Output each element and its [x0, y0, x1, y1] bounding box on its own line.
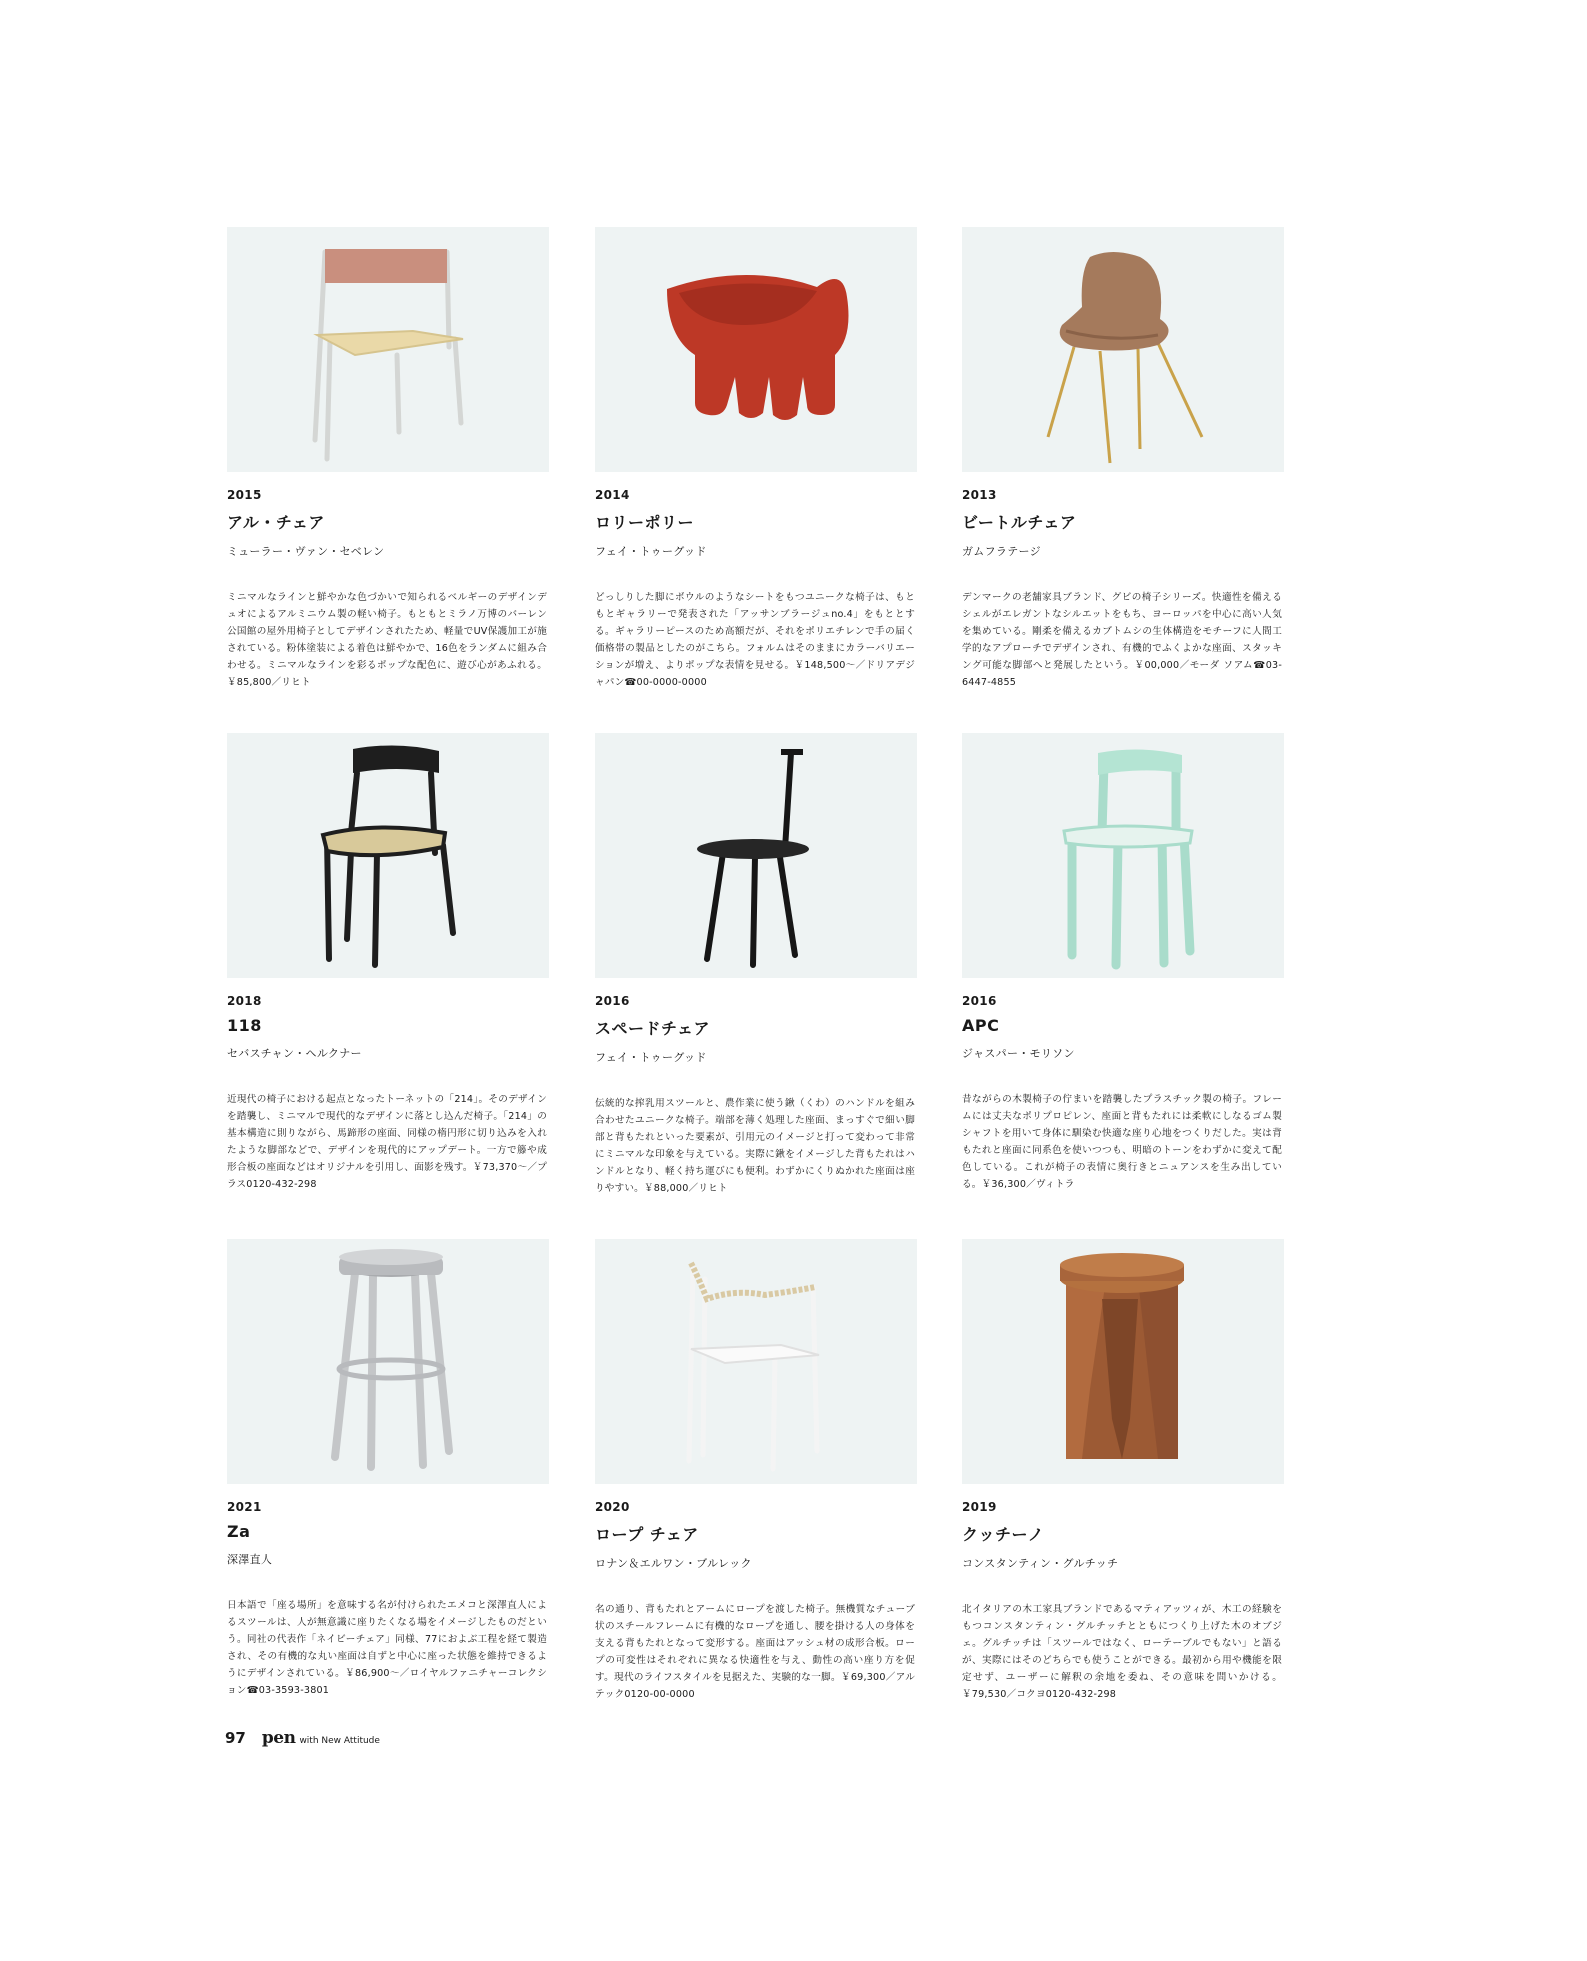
chair-designer: コンスタンティン・グルチッチ	[962, 1557, 1119, 1570]
chair-year: 2013	[962, 488, 997, 502]
chair-photo-apc	[962, 733, 1284, 978]
chair-year: 2018	[227, 994, 262, 1008]
magazine-logo: pen	[261, 1728, 296, 1748]
chair-description: 名の通り、背もたれとアームにロープを渡した椅子。無機質なチューブ状のスチールフレームに有機的なロープを通し、腰を掛ける人の身体を支える背もたれとなって変形する。座面はアッシュ材の成形合板。ロープの可変性はそれぞれに異なる快適性を与え、動性の高い座り方を促す。現代のライフスタイルを見据えた、実験的な一脚。￥69,300／アルテック0120-00-0000	[595, 1604, 915, 1700]
chair-year: 2021	[227, 1500, 262, 1514]
chair-title: ロリーポリー	[595, 513, 695, 532]
chair-description: デンマークの老舗家具ブランド、グビの椅子シリーズ。快適性を備えるシェルがエレガントなシルエットをもち、ヨーロッパを中心に高い人気を集めている。剛柔を備えるカブトムシの生体構造をモチーフに人間工学的なアプローチでデザインされ、有機的でふくよかな座面、スタッキング可能な脚部へと発展したという。￥00,000／モーダ ソアム☎03-6447-4855	[962, 592, 1282, 688]
chair-title: ビートルチェア	[962, 513, 1077, 532]
chair-year: 2015	[227, 488, 262, 502]
chair-year: 2016	[962, 994, 997, 1008]
chair-photo-spade	[595, 733, 917, 978]
chair-designer: セバスチャン・ヘルクナー	[227, 1047, 362, 1060]
chair-description: 近現代の椅子における起点となったトーネットの「214」。そのデザインを踏襲し、ミニマルで現代的なデザインに落とし込んだ椅子。「214」の基本構造に則りながら、馬蹄形の座面、同様の楕円形に切り込みを入れたような脚部などで、デザインを現代的にアップデート。一方で籐や成形合板の座面などはオリジナルを引用し、面影を残す。￥73,370〜／プラス0120-432-298	[227, 1094, 547, 1190]
chair-photo-al-chair	[227, 227, 549, 472]
chair-year: 2020	[595, 1500, 630, 1514]
magazine-tagline: with New Attitude	[299, 1736, 380, 1746]
chair-photo-118	[227, 733, 549, 978]
chair-card	[595, 1239, 917, 1703]
chair-title: スペードチェア	[595, 1019, 711, 1038]
chair-card	[595, 227, 917, 691]
chair-card	[962, 227, 1284, 691]
chair-description: ミニマルなラインと鮮やかな色づかいで知られるベルギーのデザインデュオによるアルミニウム製の軽い椅子。もともとミラノ万博のバーレン公国館の屋外用椅子としてデザインされたため、軽量でUV保護加工が施されている。粉体塗装による着色は鮮やかで、16色をランダムに組み合わせる。ミニマルなラインを彩るポップな配色に、遊び心があふれる。￥85,800／リヒト	[227, 592, 547, 688]
page-footer	[225, 1728, 380, 1748]
chair-card	[227, 733, 549, 1193]
chair-description: 伝統的な搾乳用スツールと、農作業に使う鍬（くわ）のハンドルを組み合わせたユニークな椅子。端部を薄く処理した座面、まっすぐで細い脚部と背もたれといった要素が、引用元のイメージと打って変わって非常にミニマルな印象を与えている。実際に鍬をイメージした背もたれはハンドルとなり、軽く持ち運びにも便利。わずかにくりぬかれた座面は座りやすい。￥88,000／リヒト	[595, 1098, 915, 1194]
chair-title: ロープ チェア	[595, 1525, 699, 1544]
chair-description: 日本語で「座る場所」を意味する名が付けられたエメコと深澤直人によるスツールは、人が無意識に座りたくなる場をイメージしたものだという。同社の代表作「ネイビーチェア」同様、77におよぶ工程を経て製造され、その有機的な丸い座面は自ずと中心に座った状態を維持できるようにデザインされている。￥86,900〜／ロイヤルファニチャーコレクション☎03-3593-3801	[227, 1600, 547, 1696]
chair-title: 118	[227, 1016, 262, 1035]
chair-year: 2019	[962, 1500, 997, 1514]
chair-designer: 深澤直人	[227, 1553, 273, 1566]
chair-title: クッチーノ	[962, 1525, 1045, 1544]
chair-description: 北イタリアの木工家具ブランドであるマティアッツィが、木工の経験をもつコンスタンティン・グルチッチとともにつくり上げた木のオブジェ。グルチッチは「スツールではなく、ローテーブルでもない」と語るが、実際にはそのどちらでも使うことができる。最初から用や機能を限定せず、ユーザーに解釈の余地を委ね、その意味を問いかける。￥79,530／コクヨ0120-432-298	[962, 1604, 1282, 1700]
chair-card	[595, 733, 917, 1197]
chair-designer: ロナン＆エルワン・ブルレック	[595, 1557, 752, 1570]
chair-designer: ジャスパー・モリソン	[962, 1047, 1075, 1060]
page-number: 97	[225, 1729, 246, 1747]
chair-title: アル・チェア	[227, 513, 325, 532]
chair-photo-cugino	[962, 1239, 1284, 1484]
chair-card	[962, 1239, 1284, 1703]
chair-year: 2016	[595, 994, 630, 1008]
chair-card	[962, 733, 1284, 1193]
chair-card	[227, 227, 549, 691]
chair-photo-beetle	[962, 227, 1284, 472]
chair-backrest	[325, 249, 447, 283]
chair-photo-rope	[595, 1239, 917, 1484]
chair-description: 昔ながらの木製椅子の佇まいを踏襲したプラスチック製の椅子。フレームには丈夫なポリプロピレン、座面と背もたれには柔軟にしなるゴム製シャフトを用いて身体に馴染む快適な座り心地をつくりだした。実は背もたれと座面に同系色を使いつつも、明暗のトーンをわずかに変えて配色している。これが椅子の表情に奥行きとニュアンスを生み出している。￥36,300／ヴィトラ	[962, 1094, 1282, 1190]
chair-designer: ガムフラテージ	[962, 545, 1041, 558]
chair-title: Za	[227, 1522, 251, 1541]
chair-designer: フェイ・トゥーグッド	[595, 545, 707, 558]
chair-description: どっしりした脚にボウルのようなシートをもつユニークな椅子は、もともとギャラリーで発表された「アッサンブラージュno.4」をもととする。ギャラリーピースのため高額だが、それをポリエチレンで手の届く価格帯の製品としたのがこちら。フォルムはそのままにカラーバリエーションが増え、よりポップな表情を見せる。￥148,500〜／ドリアデジャパン☎00-0000-0000	[595, 592, 915, 688]
chair-year: 2014	[595, 488, 630, 502]
chair-designer: ミューラー・ヴァン・セベレン	[227, 545, 385, 558]
chair-photo-roly-poly	[595, 227, 917, 472]
chair-card	[227, 1239, 549, 1699]
chair-designer: フェイ・トゥーグッド	[595, 1051, 707, 1064]
chair-title: APC	[962, 1016, 1000, 1035]
chair-photo-za	[227, 1239, 549, 1484]
